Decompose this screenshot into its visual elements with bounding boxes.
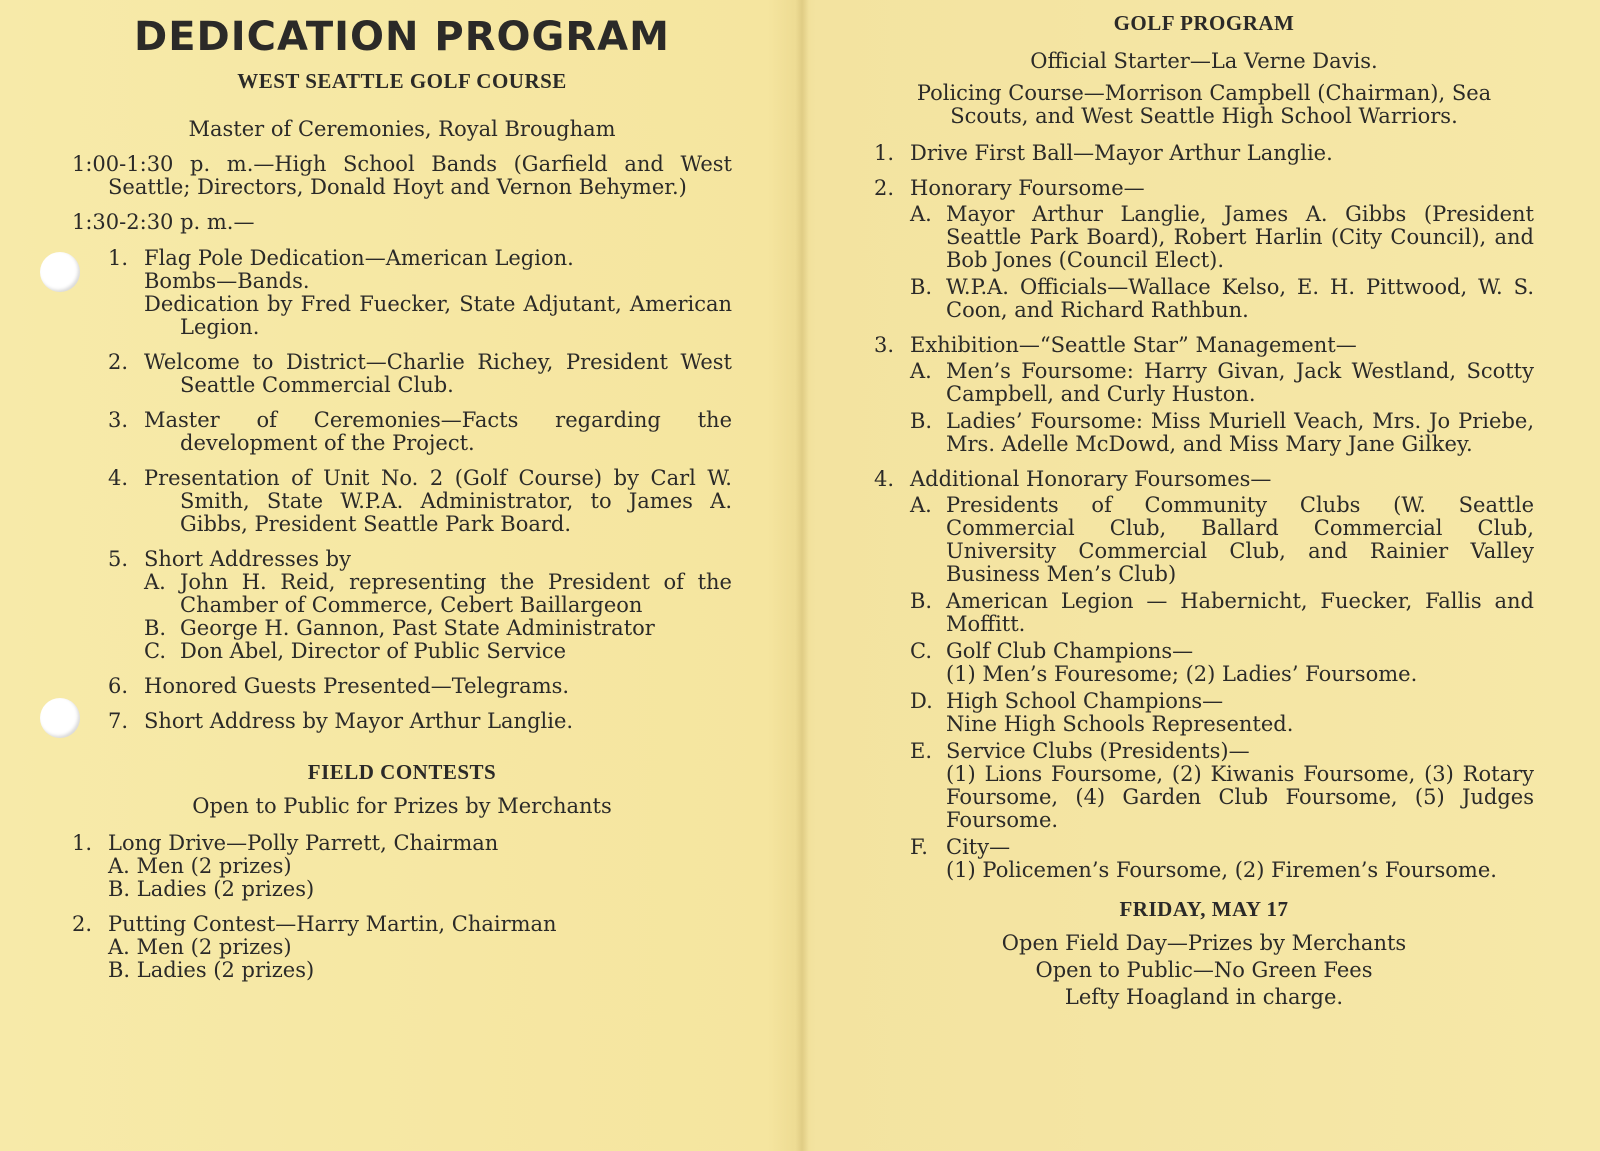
list-item xyxy=(874,177,1534,322)
sub-item xyxy=(910,640,1534,686)
item-number: 2. xyxy=(72,912,93,936)
list-item xyxy=(108,409,732,455)
time-slot-2: 1:30-2:30 p. m.— xyxy=(72,210,255,234)
item-text: Welcome to District—Charlie Richey, President West Seattle Commercial Club. xyxy=(144,350,732,397)
official-starter: Official Starter—La Verne Davis. xyxy=(1030,49,1378,73)
item-text: Exhibition—“Seattle Star” Management— xyxy=(910,333,1357,357)
item-number: 3. xyxy=(874,333,895,357)
sub-item xyxy=(144,640,732,663)
sub-item xyxy=(910,360,1534,406)
friday-line: Open to Public—No Green Fees xyxy=(1035,958,1373,982)
sub-text: Men’s Foursome: Harry Givan, Jack Westland, Scotty Campbell, and Curly Huston. xyxy=(946,359,1534,406)
sub-item xyxy=(910,203,1534,272)
item-number: 6. xyxy=(108,674,129,698)
sub-item xyxy=(910,590,1534,636)
contest-ladies: B. Ladies (2 prizes) xyxy=(108,958,315,982)
list-item xyxy=(108,675,732,698)
item-text: Honorary Foursome— xyxy=(910,176,1145,200)
contest-item xyxy=(72,832,732,901)
sub-letter: D. xyxy=(910,689,933,713)
item-number: 1. xyxy=(874,141,895,165)
sub-item xyxy=(910,410,1534,456)
sub-letter: C. xyxy=(910,639,932,663)
policing-course: Policing Course—Morrison Campbell (Chairman), Sea Scouts, and West Seattle High School Warriors. xyxy=(916,81,1492,128)
golf-program-title: GOLF PROGRAM xyxy=(1113,11,1295,35)
sub-text: Don Abel, Director of Public Service xyxy=(180,639,567,663)
item-text: Bombs—Bands. xyxy=(144,269,310,293)
item-text: Master of Ceremonies—Facts regarding the development of the Project. xyxy=(144,408,732,455)
sub-letter: B. xyxy=(910,409,933,433)
sub-letter: A. xyxy=(144,570,166,594)
contest-men: A. Men (2 prizes) xyxy=(108,854,292,878)
sub-item xyxy=(144,571,732,617)
sub-letter: A. xyxy=(910,493,932,517)
item-number: 5. xyxy=(108,547,129,571)
sub-item xyxy=(144,617,732,640)
sub-text: Service Clubs (Presidents)— xyxy=(946,739,1250,763)
sub-text: High School Champions— xyxy=(946,689,1224,713)
item-number: 1. xyxy=(72,831,93,855)
list-item xyxy=(108,247,732,339)
sub-detail: Nine High Schools Represented. xyxy=(946,712,1294,736)
sub-text: City— xyxy=(946,835,1011,859)
sub-detail: (1) Men’s Fouresome; (2) Ladies’ Foursome. xyxy=(946,662,1418,686)
sub-item xyxy=(910,276,1534,322)
sub-text: W.P.A. Officials—Wallace Kelso, E. H. Pittwood, W. S. Coon, and Richard Rathbun. xyxy=(946,275,1534,322)
list-item xyxy=(108,467,732,536)
sub-item xyxy=(910,494,1534,586)
item-text: Presentation of Unit No. 2 (Golf Course) by Carl W. Smith, State W.P.A. Administrator, to James A. Gibbs, President Seattle Park Board. xyxy=(144,466,732,536)
item-text: Short Address by Mayor Arthur Langlie. xyxy=(144,709,574,733)
item-number: 4. xyxy=(874,467,895,491)
sub-text: Mayor Arthur Langlie, James A. Gibbs (President Seattle Park Board), Robert Harlin (City Council), and Bob Jones (Council Elect). xyxy=(946,202,1534,272)
sub-item xyxy=(910,690,1534,736)
sub-letter: F. xyxy=(910,835,928,859)
contest-ladies: B. Ladies (2 prizes) xyxy=(108,877,315,901)
friday-line: Open Field Day—Prizes by Merchants xyxy=(1001,931,1407,955)
contest-text: Putting Contest—Harry Martin, Chairman xyxy=(108,912,557,936)
list-item xyxy=(874,468,1534,882)
sub-text: Ladies’ Foursome: Miss Muriell Veach, Mrs. Jo Priebe, Mrs. Adelle McDowd, and Miss Mary Jane Gilkey. xyxy=(946,409,1534,456)
page-title: DEDICATION PROGRAM xyxy=(134,14,670,60)
contest-men: A. Men (2 prizes) xyxy=(108,935,292,959)
list-item xyxy=(108,351,732,397)
center-fold xyxy=(795,0,809,1151)
item-number: 1. xyxy=(108,246,129,270)
sub-text: Golf Club Champions— xyxy=(946,639,1194,663)
sub-text: American Legion — Habernicht, Fuecker, Fallis and Moffitt. xyxy=(946,589,1534,636)
list-item xyxy=(874,142,1534,165)
item-text: Dedication by Fred Fuecker, State Adjutant, American Legion. xyxy=(144,292,732,339)
item-number: 7. xyxy=(108,709,129,733)
sub-letter: A. xyxy=(910,202,932,226)
sub-item xyxy=(910,740,1534,832)
time-slot-1: 1:00-1:30 p. m.—High School Bands (Garfield and West Seattle; Directors, Donald Hoyt and Vernon Behymer.) xyxy=(72,152,732,199)
friday-title: FRIDAY, MAY 17 xyxy=(1119,897,1289,921)
right-page xyxy=(874,0,1534,1009)
sub-letter: B. xyxy=(910,275,933,299)
contest-text: Long Drive—Polly Parrett, Chairman xyxy=(108,831,499,855)
item-text: Short Addresses by xyxy=(144,547,351,571)
item-text: Honored Guests Presented—Telegrams. xyxy=(144,674,570,698)
field-contests-title: FIELD CONTESTS xyxy=(307,760,497,784)
item-number: 2. xyxy=(874,176,895,200)
sub-text: George H. Gannon, Past State Administrator xyxy=(180,616,655,640)
sub-text: Presidents of Community Clubs (W. Seattle Commercial Club, Ballard Commercial Club, University Commercial Club, and Rainier Valley Business Men’s Club) xyxy=(946,493,1534,586)
item-number: 3. xyxy=(108,408,129,432)
sub-letter: A. xyxy=(910,359,932,383)
list-item xyxy=(108,548,732,663)
list-item xyxy=(874,334,1534,456)
sub-text: John H. Reid, representing the President of the Chamber of Commerce, Cebert Baillargeon xyxy=(180,570,732,617)
sub-item xyxy=(910,836,1534,882)
sub-detail: (1) Policemen’s Foursome, (2) Firemen’s Foursome. xyxy=(946,858,1497,882)
page-subtitle: WEST SEATTLE GOLF COURSE xyxy=(237,69,567,93)
contest-item xyxy=(72,913,732,982)
sub-letter: C. xyxy=(144,639,166,663)
sub-detail: (1) Lions Foursome, (2) Kiwanis Foursome, (3) Rotary Foursome, (4) Garden Club Foursome, (5) Judges Foursome. xyxy=(946,762,1534,832)
sub-letter: B. xyxy=(144,616,167,640)
item-text: Drive First Ball—Mayor Arthur Langlie. xyxy=(910,141,1333,165)
item-number: 2. xyxy=(108,350,129,374)
left-page xyxy=(72,0,732,982)
item-number: 4. xyxy=(108,466,129,490)
master-of-ceremonies: Master of Ceremonies, Royal Brougham xyxy=(188,117,616,141)
sub-letter: E. xyxy=(910,739,933,763)
dedication-list xyxy=(72,247,732,733)
list-item xyxy=(108,710,732,733)
item-text: Flag Pole Dedication—American Legion. xyxy=(144,246,574,270)
sub-letter: B. xyxy=(910,589,933,613)
item-text: Additional Honorary Foursomes— xyxy=(910,467,1272,491)
field-contests-subtitle: Open to Public for Prizes by Merchants xyxy=(192,794,612,818)
friday-line: Lefty Hoagland in charge. xyxy=(1064,985,1344,1009)
